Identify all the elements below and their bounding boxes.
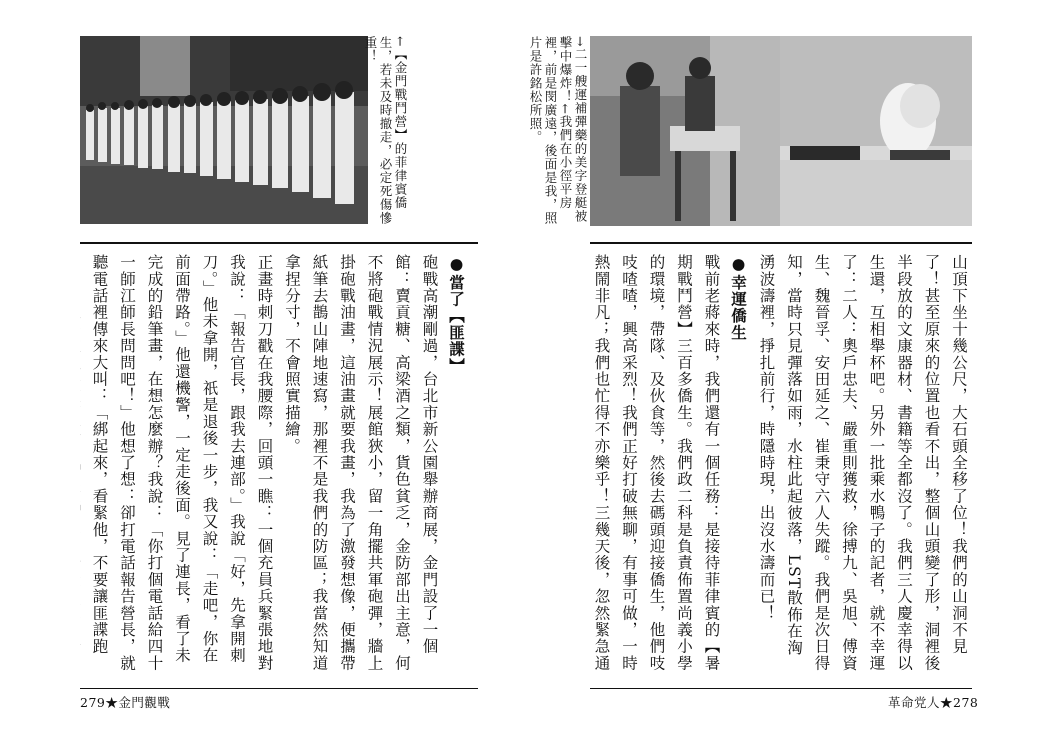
page-footer-left: 279★金門觀戰 [80,695,171,710]
caption-left-photo: ←【金門戰鬥營】的菲律賓僑生，若未及時撤走，必定死傷慘重！ [363,36,408,225]
caption-right-photo: →二一艘運補彈藥的美字登艇被擊中爆炸！←我們在小徑平房裡，前是閔廣遠，後面是我，照片是許銘松所照。 [528,36,588,225]
page-footer-right: 革命党人★278 [888,695,979,710]
section-title-lucky-students: ●幸運僑生 [729,254,748,341]
left-paragraph-1: 砲戰高潮剛過，台北市新公園舉辦商展，金門設了一個館：賣貢糖、高梁酒之類，貨色貧乏，金防部出主意，何不將砲戰情況展示！展館狹小，留一角擺共軍砲彈，牆上掛砲戰油畫，這油畫就要我畫，我為了激發想像，便攜帶紙筆去鵲山陣地速寫，那裡不是我們的防區；我當然知道拿捏分寸，不會照實描繪。 [283,254,439,672]
divider-right [590,242,972,244]
photo-office-and-explosion-image [590,36,972,226]
footer-rule-right [590,688,972,689]
section-title-spy: ●當了【匪諜】 [447,254,466,375]
photo-overseas-students [80,36,368,224]
right-page-text [590,254,972,672]
left-paragraph-2: 正畫時刺刀戳在我腰際，回頭一瞧：一個充員兵緊張地對我說：「報告官長，跟我去連部。」我說「好，先拿開刺刀。」他未拿開，祇是退後一步，我又說：「走吧，你在前面帶路。」他還機警，一定走後面。見了連長，看了未完成的鉛筆畫，在想怎麼辦？我說：「你打個電話給四十一師江師長問問吧！」他想了想：卻打電話報告營長，就聽電話裡傳來大叫：「綁起來，看緊他，不要讓匪諜跑 [90,254,274,672]
left-page-text [80,254,470,672]
photo-overseas-students-image [80,36,368,224]
divider-left [80,242,478,244]
photo-office-and-explosion [590,36,972,226]
footer-rule-left [80,688,478,689]
right-paragraph-2: 戰前老蔣來時，我們還有一個任務：是接待菲律賓的【暑期戰鬥營】三百多僑生。我們政二科是負責佈置尚義小學的環境，帶隊、及伙食等，然後去碼頭迎接僑生，他們吱吱喳喳，興高采烈！我們正好打破無聊，有事可做，一時熱鬧非凡；我們也忙得不亦樂乎！三幾天後，忽然緊急通 [592,254,721,672]
right-paragraph-1: 山頂下坐十幾公尺，大石頭全移了位！我們的山洞不見了！甚至原來的位置也看不出，整個山頭變了形，洞裡後半段放的文康器材、書籍等全都沒了。我們三人慶幸得以生還，互相舉杯吧。另外一批乘水鴨子的記者，就不幸運了：二人：奧戶忠夫、嚴重則獲救，徐搏九、吳旭、傅資生、魏晉孚、安田延之、崔秉守六人失蹤。我們是次日得知，當時只見彈落如雨，水柱此起彼落，LST散佈在洶湧波濤裡，掙扎前行，時隱時現，出沒水濤而已！ [757,254,968,672]
